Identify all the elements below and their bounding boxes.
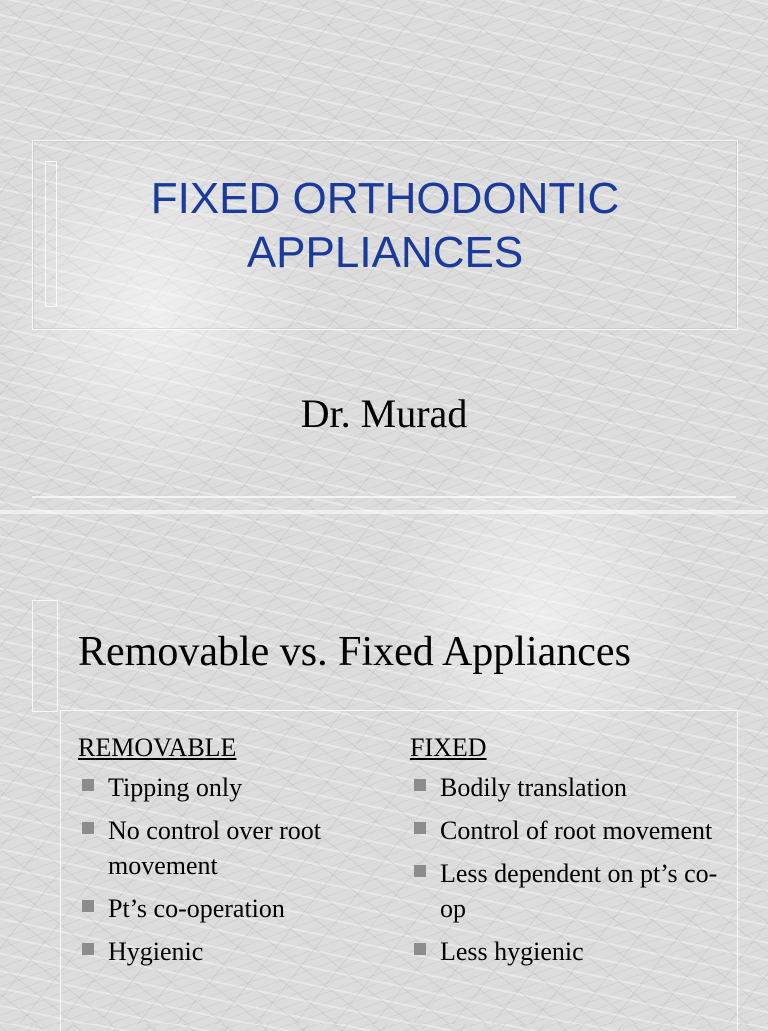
square-bullet-icon bbox=[414, 865, 426, 877]
removable-heading: REMOVABLE bbox=[78, 733, 237, 762]
list-item-text: Bodily translation bbox=[440, 773, 628, 802]
list-item bbox=[410, 856, 730, 926]
slide-1-divider bbox=[32, 496, 736, 498]
list-item-text: Hygienic bbox=[108, 937, 204, 966]
list-item bbox=[78, 934, 378, 969]
square-bullet-icon bbox=[82, 943, 94, 955]
list-item-text: No control over root movement bbox=[108, 816, 322, 880]
slide-2 bbox=[0, 512, 768, 1024]
slide-1 bbox=[0, 0, 768, 512]
list-item-text: Pt’s co-operation bbox=[108, 894, 285, 923]
square-bullet-icon bbox=[82, 822, 94, 834]
list-item bbox=[78, 813, 378, 883]
list-item-text: Less hygienic bbox=[440, 937, 584, 966]
slide-1-subtitle: Dr. Murad bbox=[300, 391, 468, 436]
list-item-text: Control of root movement bbox=[440, 816, 713, 845]
slide-2-title: Removable vs. Fixed Appliances bbox=[78, 629, 631, 675]
square-bullet-icon bbox=[414, 822, 426, 834]
fixed-heading: FIXED bbox=[410, 733, 487, 762]
square-bullet-icon bbox=[414, 779, 426, 791]
fixed-column bbox=[410, 730, 730, 977]
list-item-text: Less dependent on pt’s co-op bbox=[440, 859, 718, 923]
removable-column bbox=[78, 730, 378, 977]
list-item bbox=[410, 813, 730, 848]
list-item bbox=[410, 934, 730, 969]
square-bullet-icon bbox=[414, 943, 426, 955]
square-bullet-icon bbox=[82, 900, 94, 912]
list-item bbox=[410, 770, 730, 805]
list-item bbox=[78, 891, 378, 926]
list-item-text: Tipping only bbox=[108, 773, 243, 802]
title-frame-bar bbox=[45, 161, 57, 307]
slide-2-title-bar bbox=[32, 600, 58, 712]
slide-1-title: FIXED ORTHODONTIC APPLIANCES bbox=[150, 174, 620, 277]
list-item bbox=[78, 770, 378, 805]
square-bullet-icon bbox=[82, 779, 94, 791]
